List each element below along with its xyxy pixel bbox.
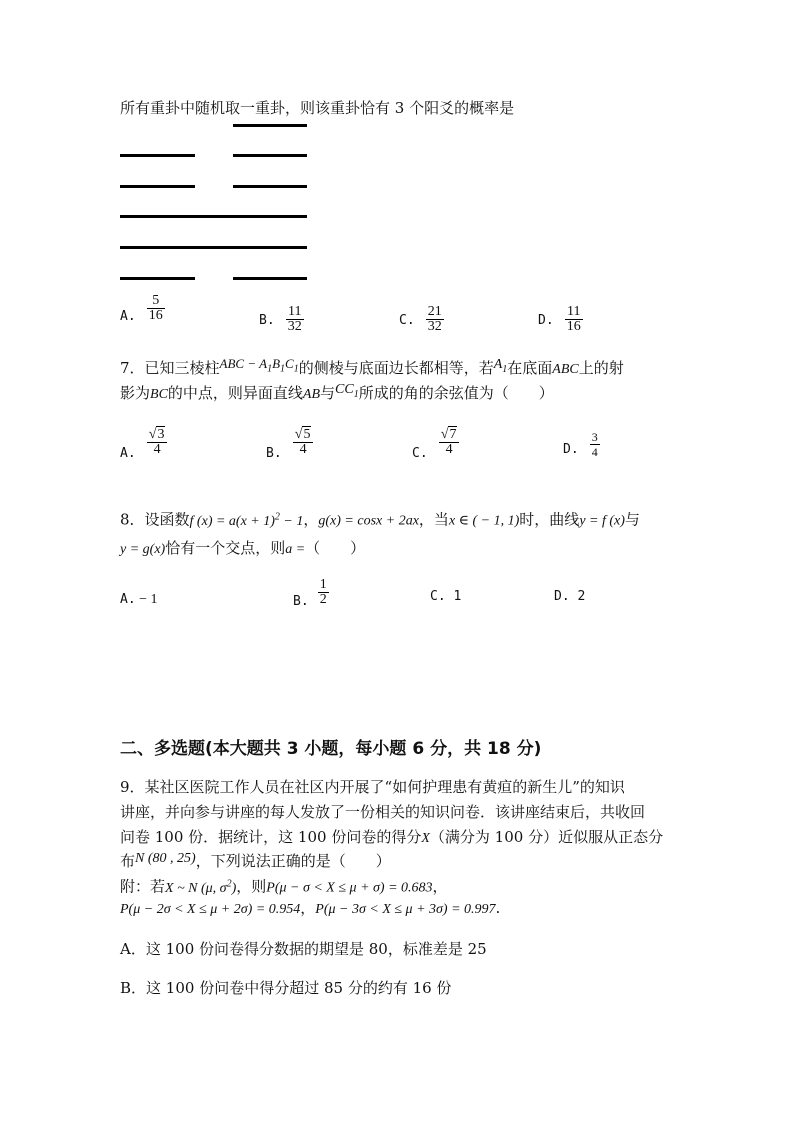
q7-text: 的中点，则异面直线 — [167, 384, 303, 402]
option-label: A. — [120, 446, 136, 461]
option-label: A. — [120, 309, 136, 324]
q6-option-d[interactable] — [538, 305, 583, 334]
q7-text: 影为 — [120, 384, 151, 402]
subscript: 1 — [293, 363, 299, 375]
q8-text: 恰有一个交点，则 — [165, 539, 286, 557]
q9-text: ，则 — [236, 877, 267, 896]
q8-option-b[interactable] — [293, 578, 329, 607]
numerator: √3 — [148, 427, 165, 442]
exponent: 2 — [226, 878, 232, 889]
q9-text: ， — [300, 899, 316, 917]
option-label: D. — [554, 589, 570, 604]
fraction — [318, 578, 329, 607]
numerator: 21 — [427, 304, 442, 319]
vertex-a1 — [493, 357, 508, 375]
hexagram-line-3-right — [233, 185, 307, 188]
hexagram-line-5-solid — [120, 246, 307, 249]
subscript: 1 — [267, 363, 273, 375]
formula: X ~ N (μ, σ — [165, 880, 227, 896]
radicand: 7 — [449, 427, 457, 442]
probability-1sigma: P(μ − σ < X ≤ μ + σ) = 0.683 — [266, 880, 433, 896]
q8-text: ，当 — [418, 510, 449, 529]
q9-text: 附：若 — [120, 877, 166, 896]
numerator: 11 — [288, 304, 302, 319]
option-label: B. — [293, 594, 309, 609]
prism-name — [219, 356, 299, 375]
q9-line-1: 9．某社区医院工作人员在社区内开展了“如何护理患有黄疸的新生儿”的知识 — [120, 778, 625, 796]
subscript: 1 — [502, 363, 508, 375]
denominator: 4 — [591, 445, 598, 459]
q6-stem: 所有重卦中随机取一重卦，则该重卦恰有 3 个阳爻的概率是 — [120, 99, 515, 117]
q8-line-2 — [120, 538, 365, 560]
q7-line-2 — [120, 383, 554, 410]
q6-option-a[interactable] — [120, 293, 165, 324]
vertex: A — [493, 357, 503, 372]
q8-text: ， — [303, 510, 319, 529]
q9-text: ，下列说法正确的是（ ） — [195, 852, 391, 870]
radicand: 5 — [303, 427, 311, 442]
numerator: 11 — [567, 304, 581, 319]
function-f — [189, 511, 304, 529]
numerator: 5 — [152, 293, 160, 308]
denominator: 4 — [147, 442, 168, 457]
fraction — [286, 305, 304, 334]
fraction — [293, 428, 314, 457]
q9-text: 问卷 100 份．据统计，这 100 份问卷的得分 — [120, 828, 422, 846]
hexagram-line-4-solid — [120, 215, 307, 218]
q9-text: . — [495, 899, 501, 917]
function-g: g(x) = cosx + 2ax — [318, 513, 419, 529]
q9-text: （满分为 100 分）近似服从正态分 — [429, 828, 664, 846]
q7-option-a[interactable] — [120, 427, 167, 461]
q7-option-d[interactable] — [563, 430, 600, 459]
option-label: D. — [538, 313, 554, 328]
option-label: C. — [399, 313, 415, 328]
denominator: 2 — [319, 592, 327, 607]
q7-text: 7．已知三棱柱 — [120, 359, 220, 377]
option-label: C. — [412, 446, 428, 461]
q7-line-1 — [120, 358, 624, 385]
q9-line-2: 讲座，并向参与讲座的每人发放了一份相关的知识问卷．该讲座结束后，共收回 — [120, 803, 646, 821]
hexagram-line-6-left — [120, 277, 195, 280]
prism-part: C — [285, 356, 294, 371]
option-value: − 1 — [135, 592, 158, 607]
option-label: B. — [266, 446, 282, 461]
formula: ) — [231, 880, 237, 896]
q6-option-b[interactable] — [259, 305, 304, 334]
q9-text: 布 — [120, 852, 136, 870]
q9-line-5 — [120, 874, 448, 899]
denominator: 16 — [566, 319, 581, 334]
fraction — [590, 430, 600, 459]
fraction — [565, 305, 583, 334]
radicand: 3 — [157, 427, 165, 442]
denominator: 32 — [427, 319, 442, 334]
q8-text: （ ） — [305, 539, 366, 557]
q7-option-c[interactable] — [412, 427, 459, 461]
denominator: 4 — [439, 442, 460, 457]
option-label: B. — [259, 313, 275, 328]
exponent: 2 — [274, 511, 280, 522]
fraction — [147, 428, 168, 457]
fraction — [426, 305, 444, 334]
q8-option-a[interactable] — [120, 588, 158, 608]
hexagram-line-3-left — [120, 185, 195, 188]
subscript: 1 — [353, 388, 359, 400]
denominator: 32 — [287, 319, 302, 334]
line-ab: AB — [302, 387, 321, 402]
formula: f (x) = a(x + 1) — [189, 513, 275, 529]
prism-part: B — [272, 356, 281, 371]
q9-line-3 — [120, 827, 663, 849]
prism-part: ABC − A — [219, 356, 268, 371]
hexagram-line-2-right — [233, 154, 307, 157]
numerator: 1 — [319, 577, 327, 592]
option-label: D. — [563, 442, 579, 457]
plane-abc: ABC — [552, 362, 579, 377]
denominator: 16 — [148, 308, 163, 323]
q8-option-c[interactable] — [430, 589, 461, 604]
fraction — [147, 294, 165, 323]
numerator: 3 — [591, 430, 598, 444]
segment-bc: BC — [150, 387, 168, 402]
numerator: √5 — [294, 427, 311, 442]
q8-option-d[interactable] — [554, 589, 585, 604]
option-value: 2 — [577, 589, 586, 604]
q7-text: 上的射 — [578, 359, 624, 377]
q7-text: 在底面 — [507, 359, 553, 377]
q7-text: 的侧棱与底面边长都相等，若 — [298, 359, 494, 377]
q8-text: 与 — [624, 510, 640, 529]
variable-x: X — [421, 831, 430, 846]
line-cc1 — [335, 382, 359, 400]
numerator: √7 — [440, 427, 457, 442]
q9-line-6 — [120, 898, 500, 920]
fraction — [439, 428, 460, 457]
normal-distribution: N (80 , 25) — [135, 851, 196, 866]
domain-interval: x ∈ ( − 1, 1) — [448, 513, 520, 529]
q7-text: 与 — [320, 384, 336, 402]
q7-option-b[interactable] — [266, 427, 313, 461]
curve-f: y = f (x) — [579, 513, 625, 529]
curve-g: y = g(x) — [120, 542, 166, 557]
vertex: CC — [335, 382, 354, 397]
hexagram-line-6-right — [233, 277, 307, 280]
subscript: 1 — [280, 363, 286, 375]
q9-option-b[interactable]: B．这 100 份问卷中得分超过 85 分的约有 16 份 — [120, 979, 452, 997]
q8-text: 8．设函数 — [120, 510, 190, 529]
q7-text: 所成的角的余弦值为（ ） — [358, 384, 554, 402]
normal-assumption — [165, 878, 237, 896]
q9-text: ， — [432, 877, 448, 896]
probability-3sigma: P(μ − 3σ < X ≤ μ + 3σ) = 0.997 — [315, 902, 496, 917]
q8-text: 时，曲线 — [519, 510, 580, 529]
q6-option-c[interactable] — [399, 305, 444, 334]
unknown-a: a = — [285, 542, 306, 557]
option-label: A. — [120, 592, 136, 607]
denominator: 4 — [293, 442, 314, 457]
q8-line-1 — [120, 507, 640, 532]
q9-line-4 — [120, 851, 391, 873]
option-value: 1 — [453, 589, 462, 604]
probability-2sigma: P(μ − 2σ < X ≤ μ + 2σ) = 0.954 — [120, 902, 301, 917]
section-heading: 二、多选题(本大题共 3 小题，每小题 6 分，共 18 分) — [120, 739, 542, 759]
hexagram-line-2-left — [120, 154, 195, 157]
hexagram-line-1-right — [233, 124, 307, 127]
formula: − 1 — [279, 513, 304, 529]
q9-option-a[interactable]: A．这 100 份问卷得分数据的期望是 80，标准差是 25 — [120, 940, 487, 958]
option-label: C. — [430, 589, 446, 604]
